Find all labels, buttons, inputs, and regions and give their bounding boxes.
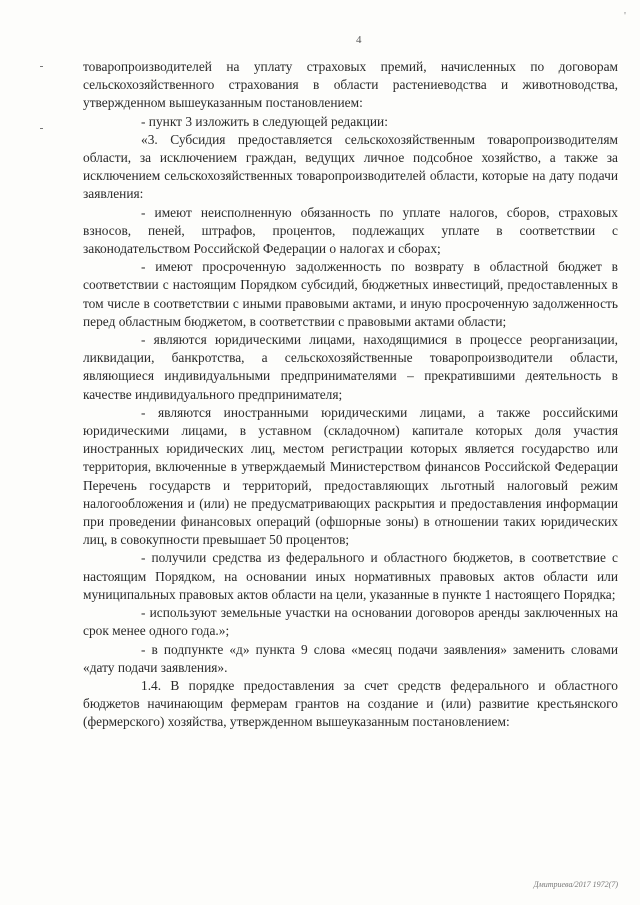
paragraph: - являются иностранными юридическими лицами, а также российскими юридическими лицами, в уставном (складочном) капитале которых доля участия иностранных юридических лиц, местом регистрации которых является государство или территория, включенные в утверждаемый Министерством финансов Российской Федерации Перечень государств и территорий, предоставляющих льготный налоговый режим налогообложения и (или) не предусматривающих раскрытия и предоставления информации при проведении финансовых операций (офшорные зоны) в отношении таких юридических лиц, в совокупности превышает 50 процентов; — [83, 404, 618, 548]
paragraph: - получили средства из федерального и областного бюджетов, в соответствие с настоящим Порядком, на основании иных нормативных правовых актов области или муниципальных правовых актов области на цели, указанные в пункте 1 настоящего Порядка; — [83, 550, 618, 602]
footer-code: Дмитриева/2017 1972(7) — [533, 880, 618, 889]
paragraph: - имеют просроченную задолженность по возврату в областной бюджет в соответствии с настоящим Порядком субсидий, бюджетных инвестиций, предоставленных в том числе в соответствии с иными правовыми актами, и иную просроченную задолженность перед областным бюджетом, в соответствии с правовыми актами области; — [83, 259, 618, 329]
scan-speck — [40, 66, 43, 67]
paragraph: - имеют неисполненную обязанность по уплате налогов, сборов, страховых взносов, пеней, штрафов, процентов, подлежащих уплате в соответствии с законодательством Российской Федерации о налогах и сборах; — [83, 204, 618, 257]
corner-mark: ' — [624, 10, 626, 22]
paragraph: - пункт 3 изложить в следующей редакции: — [141, 113, 388, 129]
page-number: 4 — [356, 34, 362, 46]
paragraph: товаропроизводителей на уплату страховых премий, начисленных по договорам сельскохозяйственного страхования в области растениеводства и животноводства, утвержденном вышеуказанным постановлением: — [83, 59, 618, 111]
paragraph: 1.4. В порядке предоставления за счет средств федерального и областного бюджетов начинающим фермерам грантов на создание и (или) развитие крестьянского (фермерского) хозяйства, утвержденном вышеуказанным постановлением: — [83, 677, 618, 730]
document-body — [83, 58, 618, 732]
paragraph: «3. Субсидия предоставляется сельскохозяйственным товаропроизводителям области, за исключением граждан, ведущих личное подсобное хозяйство, а также за исключением сельскохозяйственных товаропроизводителей области, которые на дату подачи заявления: — [83, 131, 618, 202]
paragraph: - в подпункте «д» пункта 9 слова «месяц подачи заявления» заменить словами «дату подачи заявления». — [83, 641, 618, 675]
paragraph: - используют земельные участки на основании договоров аренды заключенных на срок менее одного года.»; — [83, 605, 618, 639]
paragraph: - являются юридическими лицами, находящимися в процессе реорганизации, ликвидации, банкротства, а сельскохозяйственные товаропроизводители области, являющиеся индивидуальными предпринимателями – прекратившими деятельность в качестве индивидуального предпринимателя; — [83, 332, 618, 402]
scan-speck — [40, 128, 43, 129]
